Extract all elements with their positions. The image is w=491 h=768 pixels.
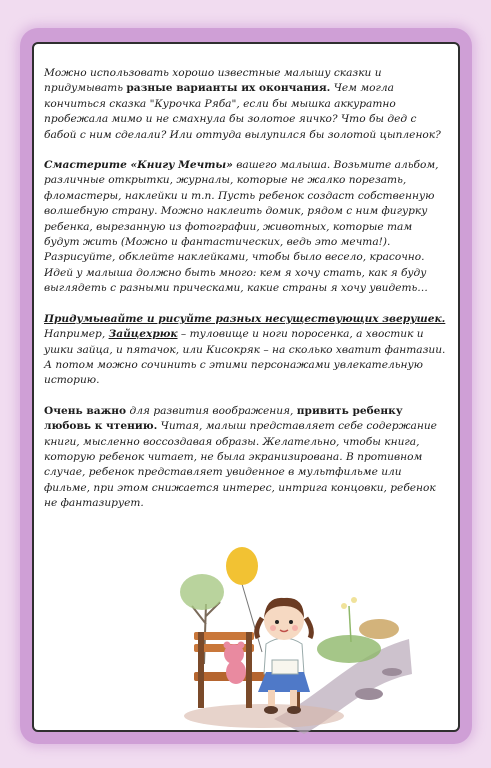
girl-reading-illustration: [154, 544, 414, 739]
text: вашего малыша. Возьмите альбом, различные открытки, журналы, которые не жалко порезать, фломастеры, наклейки и т.п. Пусть ребенок создаст собственную волшебную страну. Можно наклеить домик, рядом с ним фигурку ребенка, вырезанную из фотографии, животных, которые там будут жить (Можно и фантастических, ведь это мечта!). Разрисуйте, обклейте наклейками, чтобы было весело, красочно. Идей у малыша должно быть много: кем я хочу стать, как я буду выглядеть с разными прическами, какие страны я хочу увидеть…: [44, 159, 439, 295]
paragraph-dream-book: [44, 158, 446, 297]
paragraph-endings: [44, 66, 446, 143]
text: Чем могла кончиться сказка "Курочка Ряба", если бы мышка аккуратно пробежала мимо и не смахнула бы золотое яичко? Что бы дед с бабой с ним сделали? Или оттуда вылупился бы золотой цыпленок?: [44, 82, 441, 141]
text: Например,: [44, 328, 109, 341]
article-sheet: [32, 42, 460, 732]
highlight: Придумывайте и рисуйте разных несуществующих зверушек.: [44, 312, 446, 325]
text: для развития воображения,: [126, 404, 297, 417]
paragraph-creatures: [44, 312, 446, 389]
highlight: разные варианты их окончания.: [126, 82, 331, 95]
text: Можно использовать хорошо известные малышу сказки и придумывать: [44, 67, 382, 95]
highlight: Смастерите «Книгу Мечты»: [44, 159, 233, 172]
paragraph-reading: [44, 404, 446, 512]
highlight: Очень важно: [44, 404, 127, 417]
highlight: Зайцехрюк: [108, 328, 178, 341]
text: – туловище и ноги поросенка, а хвостик и ушки зайца, и пятачок, или Кисокряк – на сколько хватит фантазии. А потом можно сочинить с этими персонажами увлекательную историю.: [44, 328, 446, 387]
text: Читая, малыш представляет себе содержание книги, мысленно воссоздавая образы. Желательно, чтобы книга, которую ребенок читает, не была экранизирована. В противном случае, ребенок представляет увиденное в мультфильме или фильме, при этом снижается интерес, интрига концовки, ребенок не фантазирует.: [44, 420, 437, 510]
highlight: привить ребенку любовь к чтению.: [44, 404, 403, 433]
